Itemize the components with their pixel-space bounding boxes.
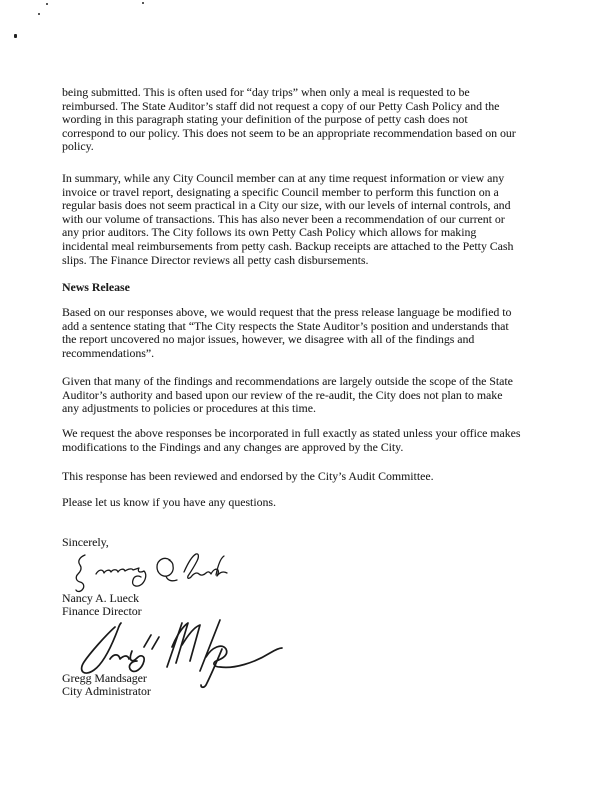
signer-name: Nancy A. Lueck [62,591,139,605]
text-line: recommendations”. [62,345,155,360]
text-line: policy. [62,139,94,154]
scan-speck [46,3,48,5]
text-line: reimbursed. The State Auditor’s staff did not request a copy of our Petty Cash Policy and the [62,98,500,113]
signature-nancy-lueck [70,548,230,594]
text-line: being submitted. This is often used for “day trips” when only a meal is requested to be [62,85,470,99]
section-heading-news-release: News Release [62,280,130,294]
text-line: invoice or travel report, designating a specific Council member to perform this function on a [62,184,499,199]
scan-speck [14,34,17,38]
text-line: Based on our responses above, we would request that the press release language be modified to [62,305,512,319]
paragraph-audit-committee [62,470,562,484]
text-line: modifications to the Findings and any changes are approved by the City. [62,439,404,454]
text-line: incidental meal reimbursements from petty cash. Backup receipts are attached to the Petty Cash [62,238,514,253]
text-line: any prior auditors. The City follows its own Petty Cash Policy which allows for making [62,225,477,240]
signer-block-finance-director [62,592,562,619]
text-line: correspond to our policy. This does not seem to be an appropriate recommendation based on our [62,125,516,140]
signer-name: Gregg Mandsager [62,671,147,685]
text-line: Please let us know if you have any questions. [62,495,276,509]
scan-speck [38,13,40,15]
text-line: the report uncovered no major issues, however, we disagree with all of the findings and [62,332,475,347]
scan-speck [142,2,144,4]
signer-title: City Administrator [62,684,151,699]
text-line: In summary, while any City Council member can at any time request information or view any [62,171,505,185]
text-line: Auditor’s authority and based upon our review of the re-audit, the City does not plan to make [62,387,503,402]
text-line: We request the above responses be incorporated in full exactly as stated unless your office makes [62,426,521,440]
text-line: regular basis does not seem practical in a City our size, with our levels of internal controls, and [62,198,511,213]
text-line: slips. The Finance Director reviews all petty cash disbursements. [62,252,369,267]
text-line: add a sentence stating that “The City respects the State Auditor’s position and understands that [62,318,509,333]
signer-title: Finance Director [62,604,142,619]
paragraph-petty-cash-policy [62,86,562,154]
paragraph-incorporate-responses [62,427,562,454]
signer-block-city-administrator [62,672,562,699]
text-line: wording in this paragraph stating your definition of the purpose of petty cash does not [62,112,468,127]
text-line: any adjustments to policies or procedures at this time. [62,401,316,416]
text-line: with our volume of transactions. This has also never been a recommendation of our current or [62,211,505,226]
paragraph-press-release-request [62,306,562,360]
text-line: This response has been reviewed and endorsed by the City’s Audit Committee. [62,469,434,483]
paragraph-summary [62,172,562,267]
closing-salutation: Sincerely, [62,535,109,549]
paragraph-no-adjustments [62,375,562,416]
paragraph-questions [62,496,562,510]
text-line: Given that many of the findings and recommendations are largely outside the scope of the State [62,374,513,388]
